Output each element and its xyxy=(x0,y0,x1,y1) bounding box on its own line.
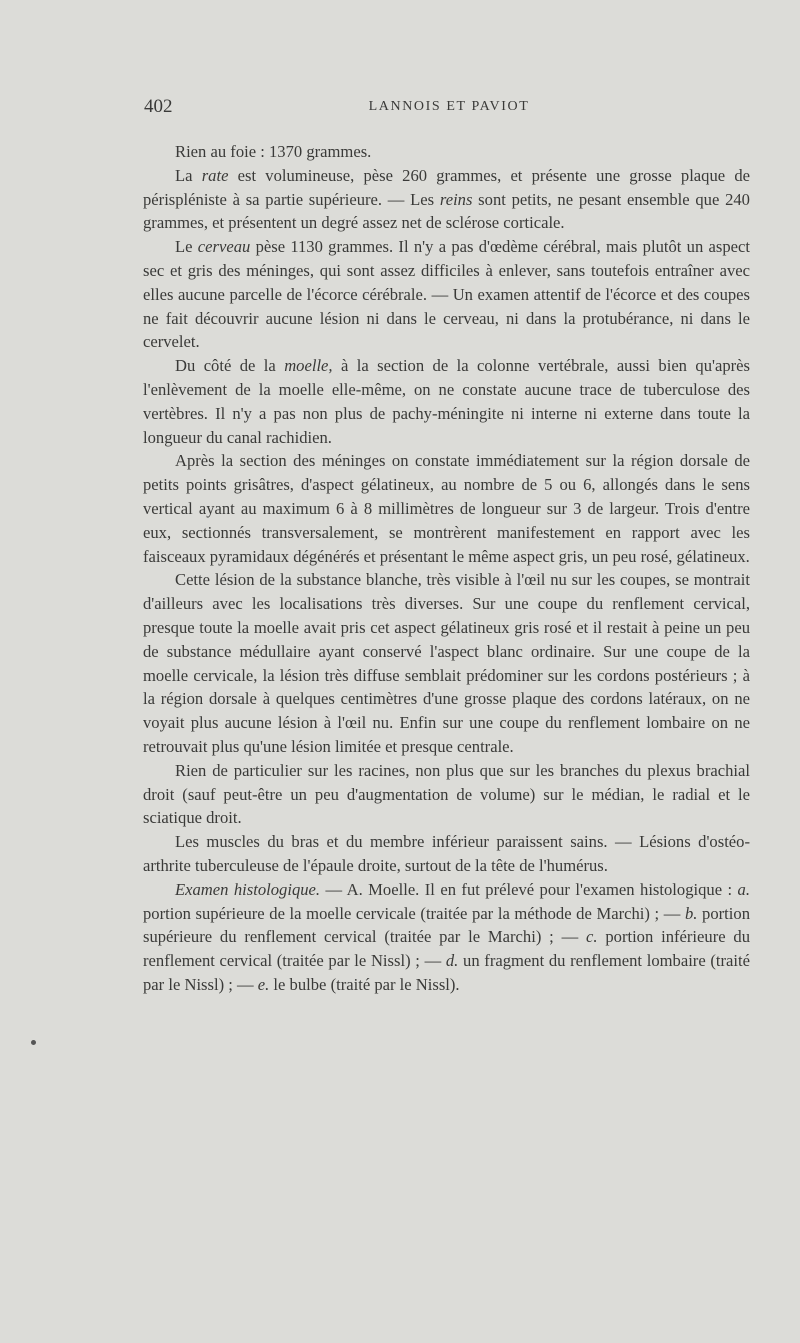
running-title: LANNOIS ET PAVIOT xyxy=(368,99,530,114)
italic-text: reins xyxy=(439,189,473,209)
paragraph-p6 xyxy=(143,568,750,758)
italic-text: c. xyxy=(586,927,598,947)
text-run: pèse 1130 grammes. Il n'y a pas d'œdème cérébral, mais plutôt un aspect sec et gris des méninges, qui sont assez difficiles à enlever, sans toutefois entraîner avec elles aucune parcelle de l'écorce cérébrale. — Un examen attentif de l'écorce et des coupes ne fait découvrir aucune lésion ni dans le cerveau, ni dans la protubérance, ni dans le cervelet. xyxy=(143,237,750,352)
italic-text: a. xyxy=(737,879,750,899)
italic-text: b. xyxy=(684,903,698,923)
text-run: Rien au foie : 1370 grammes. xyxy=(175,142,372,161)
text-run: Le xyxy=(175,237,198,257)
paragraph-p8 xyxy=(143,830,750,878)
text-run: Rien de particulier sur les racines, non plus que sur les branches du plexus brachial droit (sauf peut-être un peu d'augmentation de volume) sur le médian, le radial et le sciatique droit. xyxy=(143,760,750,828)
text-run: portion supérieure du renflement cervical (traitée par le Marchi) ; — xyxy=(143,903,750,947)
italic-text: cerveau xyxy=(197,237,251,257)
text-run: Après la section des méninges on constate immédiatement sur la région dorsale de petits points grisâtres, d'aspect gélatineux, au nombre de 5 ou 6, allongés dans le sens vertical ayant au maximum 6 à 8 millimètres de longueur sur 3 de largeur. Trois d'entre eux, sectionnés transversalement, se montrèrent manifestement en rapport avec les faisceaux pyramidaux dégénérés et présentant le même aspect gris, un peu rosé, gélatineux. xyxy=(143,451,750,566)
text-run: La xyxy=(175,165,202,185)
paragraph-p7 xyxy=(143,759,750,830)
paragraph-p4 xyxy=(143,354,750,449)
text-run: un fragment du renflement lombaire (traité par le Nissl) ; — xyxy=(143,951,750,994)
text-run: Les muscles du bras et du membre inférieur paraissent sains. — Lésions d'ostéo-arthrite tuberculeuse de l'épaule droite, surtout de la tête de l'humérus. xyxy=(143,832,750,875)
italic-text: e. xyxy=(257,974,270,994)
page-number: 402 xyxy=(144,96,173,117)
text-run: Cette lésion de la substance blanche, très visible à l'œil nu sur les coupes, se montrait d'ailleurs avec les localisations très diverses. Sur une coupe du renflement cervical, presque toute la moelle avait pris cet aspect gélatineux gris rosé et il restait à peine un peu de substance médullaire ayant conservé l'aspect blanc ordinaire. Sur une coupe de la moelle cervicale, la lésion très diffuse semblait prédominer sur les cordons postérieurs ; à la région dorsale à quelques centimètres d'une grosse plaque des cordons latéraux, on ne voyait plus aucune lésion à l'œil nu. Enfin sur une coupe du renflement lombaire on ne retrouvait plus qu'une lésion limitée et presque centrale. xyxy=(143,570,750,756)
text-run: Du côté de la xyxy=(175,356,285,376)
paragraph-p5 xyxy=(143,449,750,568)
text-run: sont petits, ne pesant ensemble que 240 grammes, et présentent un degré assez net de sclérose corticale. xyxy=(143,189,750,233)
text-run: portion inférieure du renflement cervical (traitée par le Nissl) ; — xyxy=(143,927,750,971)
paragraph-p1 xyxy=(143,140,750,164)
paragraph-p9 xyxy=(143,878,750,997)
italic-text: moelle, xyxy=(284,356,333,376)
italic-text: d. xyxy=(445,951,459,971)
paragraph-p3 xyxy=(143,235,750,354)
text-run: est volumineuse, pèse 260 grammes, et présente une grosse plaque de périspléniste à sa partie supérieure. — Les xyxy=(143,165,750,209)
page-header xyxy=(144,96,734,124)
paragraph-p2 xyxy=(143,164,750,235)
text-run: le bulbe (traité par le Nissl). xyxy=(269,974,460,994)
text-run: portion supérieure de la moelle cervicale (traitée par la méthode de Marchi) ; — xyxy=(143,903,685,923)
italic-text: rate xyxy=(201,165,229,185)
text-run: à la section de la colonne vertébrale, aussi bien qu'après l'enlèvement de la moelle elle-même, on ne constate aucune trace de tuberculose des vertèbres. Il n'y a pas non plus de pachy-méningite ni interne ni externe dans toute la longueur du canal rachidien. xyxy=(143,356,750,447)
text-run: — A. Moelle. Il en fut prélevé pour l'examen histologique : xyxy=(320,879,738,899)
italic-text: Examen histologique. xyxy=(175,879,321,899)
margin-speck xyxy=(31,1040,36,1045)
body-text xyxy=(143,140,750,997)
